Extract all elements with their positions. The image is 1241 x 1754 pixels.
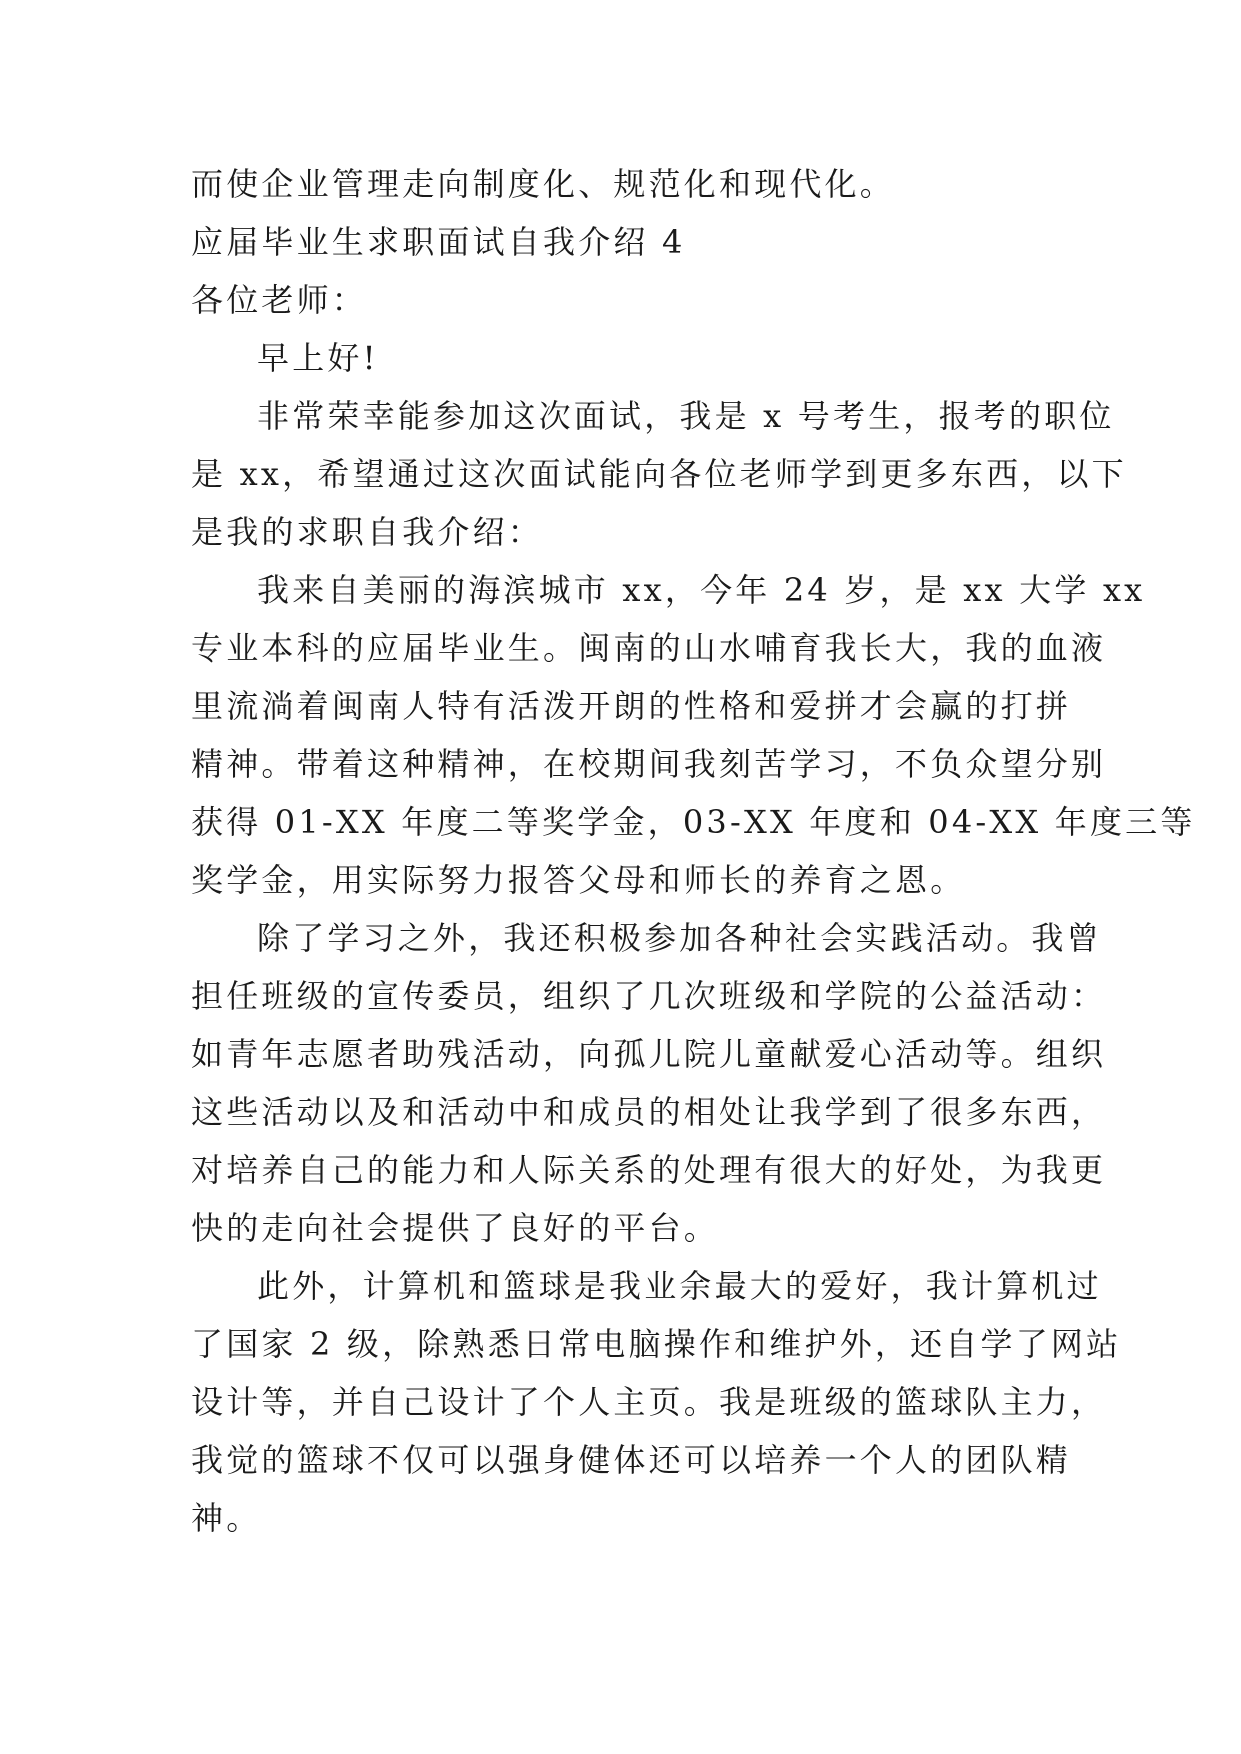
- section-heading: 应届毕业生求职面试自我介绍 4: [191, 223, 686, 261]
- paragraph-intro-line: 是 xx，希望通过这次面试能向各位老师学到更多东西，以下: [191, 455, 1127, 493]
- paragraph-activities-line: 如青年志愿者助残活动，向孤儿院儿童献爱心活动等。组织: [191, 1035, 1107, 1073]
- paragraph-activities-line: 除了学习之外，我还积极参加各种社会实践活动。我曾: [257, 919, 1102, 957]
- paragraph-hobbies-line: 设计等，并自己设计了个人主页。我是班级的篮球队主力，: [191, 1383, 1107, 1421]
- paragraph-hobbies-line: 了国家 2 级，除熟悉日常电脑操作和维护外，还自学了网站: [191, 1325, 1122, 1363]
- salutation: 各位老师：: [191, 281, 368, 319]
- paragraph-activities-line: 这些活动以及和活动中和成员的相处让我学到了很多东西，: [191, 1093, 1107, 1131]
- paragraph-activities-line: 对培养自己的能力和人际关系的处理有很大的好处，为我更: [191, 1151, 1107, 1189]
- paragraph-activities-line: 担任班级的宣传委员，组织了几次班级和学院的公益活动：: [191, 977, 1107, 1015]
- paragraph-activities-line: 快的走向社会提供了良好的平台。: [191, 1209, 720, 1247]
- paragraph-background-line: 里流淌着闽南人特有活泼开朗的性格和爱拼才会赢的打拼: [191, 687, 1072, 725]
- paragraph-background-line: 获得 01-XX 年度二等奖学金，03-XX 年度和 04-XX 年度三等: [191, 803, 1196, 841]
- paragraph-continuation: 而使企业管理走向制度化、规范化和现代化。: [191, 165, 896, 203]
- paragraph-background-line: 精神。带着这种精神，在校期间我刻苦学习，不负众望分别: [191, 745, 1107, 783]
- paragraph-background-line: 专业本科的应届毕业生。闽南的山水哺育我长大，我的血液: [191, 629, 1107, 667]
- paragraph-intro-line: 非常荣幸能参加这次面试，我是 x 号考生，报考的职位: [257, 397, 1115, 435]
- paragraph-hobbies-line: 此外，计算机和篮球是我业余最大的爱好，我计算机过: [257, 1267, 1102, 1305]
- paragraph-intro-line: 是我的求职自我介绍：: [191, 513, 544, 551]
- greeting: 早上好!: [257, 339, 379, 377]
- paragraph-background-line: 我来自美丽的海滨城市 xx，今年 24 岁，是 xx 大学 xx: [257, 571, 1146, 609]
- paragraph-background-line: 奖学金，用实际努力报答父母和师长的养育之恩。: [191, 861, 966, 899]
- paragraph-hobbies-line: 我觉的篮球不仅可以强身健体还可以培养一个人的团队精: [191, 1441, 1072, 1479]
- paragraph-hobbies-line: 神。: [191, 1499, 262, 1537]
- document-body: [191, 155, 1196, 1547]
